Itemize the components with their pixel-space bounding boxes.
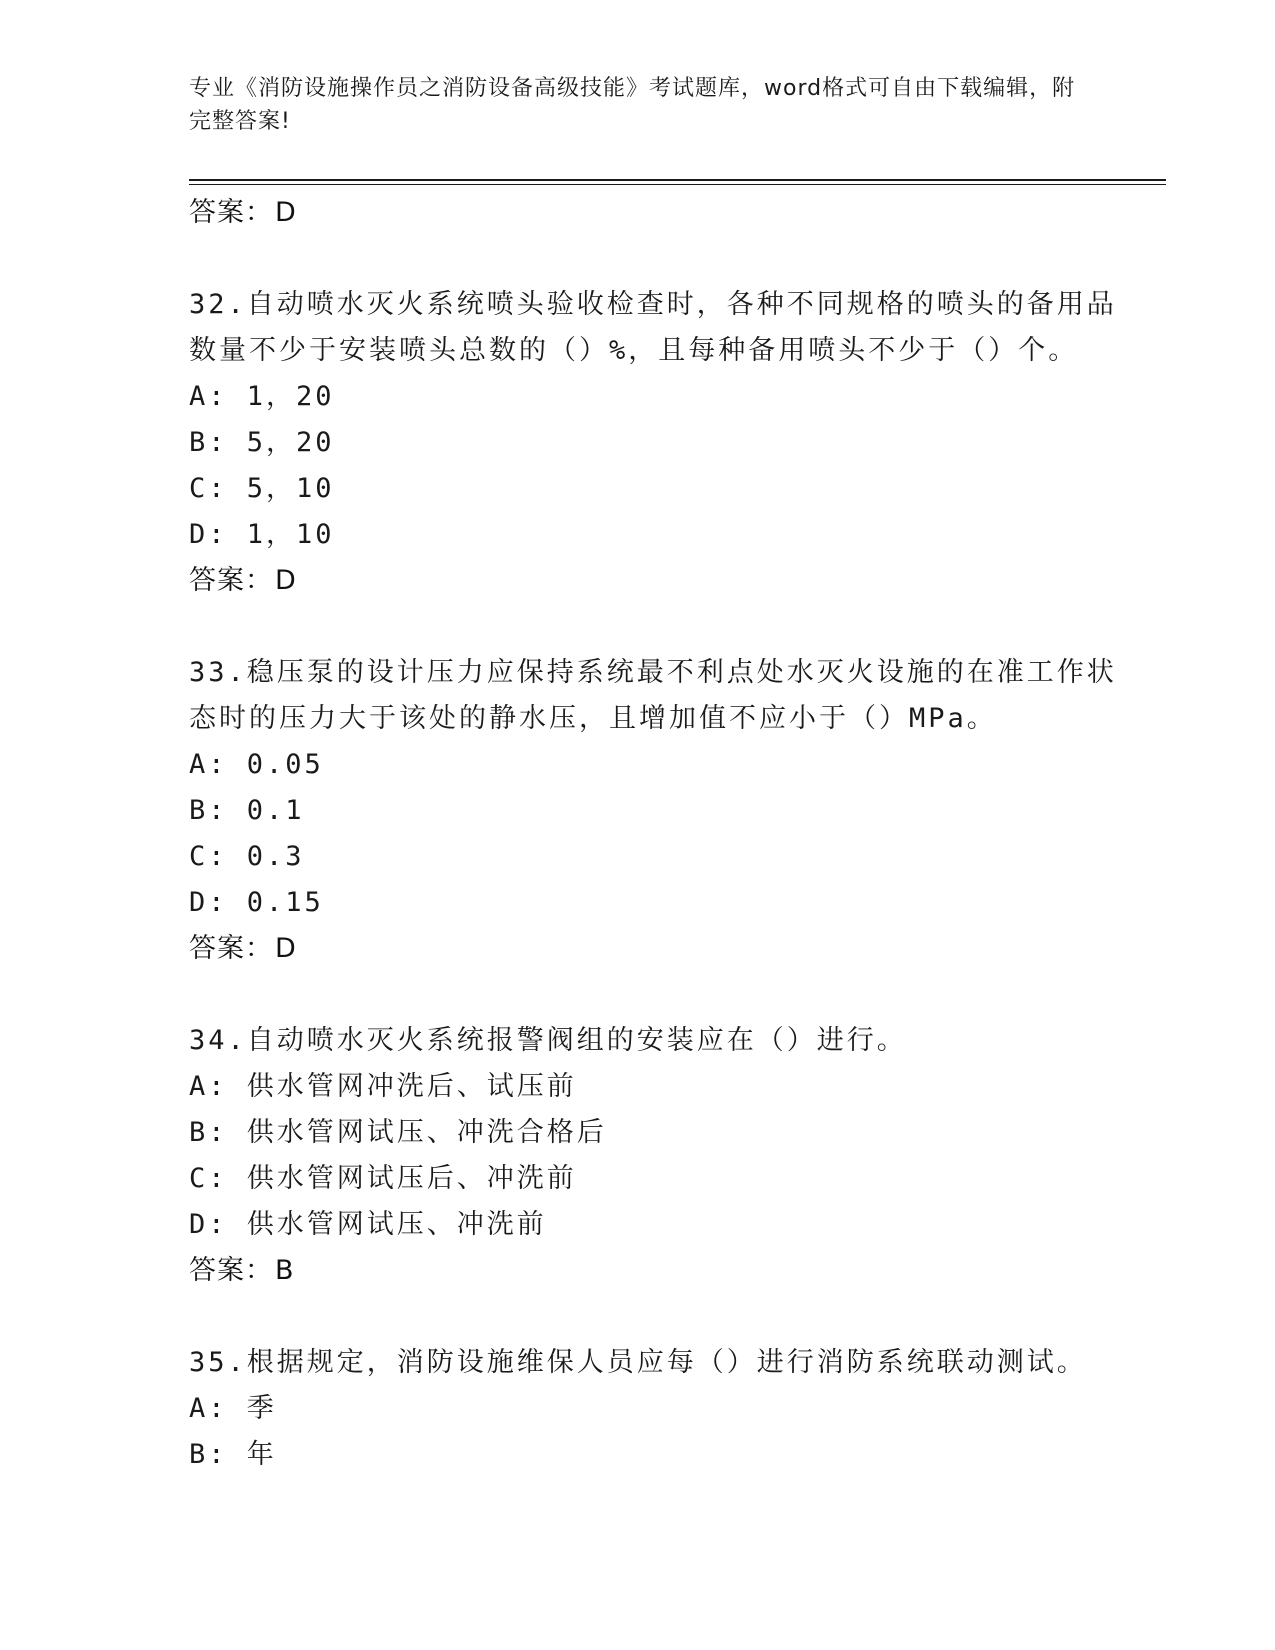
question-stem: 33.稳压泵的设计压力应保持系统最不利点处水灭火设施的在准工作状 xyxy=(189,657,1117,688)
question-34 xyxy=(189,1018,1089,1294)
answer-value: D xyxy=(275,565,297,596)
answer-value: B xyxy=(275,1255,295,1286)
question-stem: 数量不少于安装喷头总数的（）%，且每种备用喷头不少于（）个。 xyxy=(189,335,1079,366)
header-rule xyxy=(189,179,1166,181)
answer-value: D xyxy=(275,933,297,964)
option-c: C: 5，10 xyxy=(189,473,335,504)
option-c: C: 供水管网试压后、冲洗前 xyxy=(189,1163,577,1194)
option-c: C: 0.3 xyxy=(189,841,305,872)
question-stem: 32.自动喷水灭火系统喷头验收检查时，各种不同规格的喷头的备用品 xyxy=(189,289,1117,320)
header-rule-thin xyxy=(189,184,1166,185)
question-stem: 34.自动喷水灭火系统报警阀组的安装应在（）进行。 xyxy=(189,1025,907,1056)
option-d: D: 0.15 xyxy=(189,887,324,918)
question-35 xyxy=(189,1340,1089,1478)
answer-line xyxy=(189,558,1089,604)
option-a: A: 季 xyxy=(189,1393,277,1424)
answer-value: D xyxy=(275,197,297,228)
option-a: A: 0.05 xyxy=(189,749,324,780)
question-32 xyxy=(189,282,1117,604)
page-header: 专业《消防设施操作员之消防设备高级技能》考试题库，word格式可自由下载编辑，附完整答案! xyxy=(189,76,1076,134)
answer-label: 答案： xyxy=(189,197,273,228)
option-a: A: 供水管网冲洗后、试压前 xyxy=(189,1071,577,1102)
answer-line xyxy=(189,1248,1089,1294)
answer-label: 答案： xyxy=(189,1255,273,1286)
answer-label: 答案： xyxy=(189,565,273,596)
question-stem: 态时的压力大于该处的静水压，且增加值不应小于（）MPa。 xyxy=(189,703,997,734)
option-b: B: 5，20 xyxy=(189,427,335,458)
question-33 xyxy=(189,650,1117,972)
question-list xyxy=(189,190,1117,1478)
option-b: B: 供水管网试压、冲洗合格后 xyxy=(189,1117,607,1148)
option-b: B: 年 xyxy=(189,1439,277,1470)
option-d: D: 供水管网试压、冲洗前 xyxy=(189,1209,547,1240)
option-a: A: 1，20 xyxy=(189,381,335,412)
option-b: B: 0.1 xyxy=(189,795,305,826)
option-d: D: 1，10 xyxy=(189,519,335,550)
answer-line xyxy=(189,926,1089,972)
question-stem: 35.根据规定，消防设施维保人员应每（）进行消防系统联动测试。 xyxy=(189,1347,1087,1378)
answer-line xyxy=(189,190,1089,236)
answer-label: 答案： xyxy=(189,933,273,964)
